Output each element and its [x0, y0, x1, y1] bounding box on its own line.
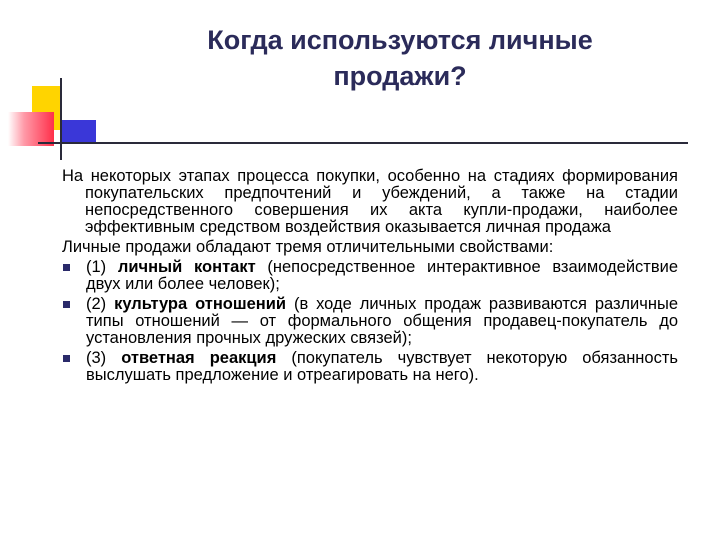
bullet-prefix: (1) [86, 258, 118, 276]
bullet-keyword: личный контакт [117, 258, 256, 276]
lead-paragraph: Личные продажи обладают тремя отличительными свойствами: [62, 238, 554, 256]
slide-title-line-2: продажи? [333, 61, 467, 91]
bullet-item-3 [62, 350, 678, 384]
slide-body [62, 168, 678, 387]
bullet-text [86, 350, 678, 384]
intro-paragraph: На некоторых этапах процесса покупки, особенно на стадиях формирования покупательских предпочтений и убеждений, а также на стадии непосредственного совершения их акта купли-продажи, наиболее эффективным средством воздействия оказывается личная продажа [62, 167, 678, 236]
bullet-item-1 [62, 259, 678, 293]
bullet-text [86, 259, 678, 293]
square-bullet-icon [63, 355, 70, 362]
bullet-keyword: ответная реакция [121, 349, 277, 367]
decor-vertical-line [60, 78, 62, 160]
bullet-description: (непосредственное интерактивное взаимодействие двух или более человек); [86, 258, 679, 293]
slide-title [140, 22, 660, 94]
decor-blue-square [62, 120, 96, 144]
decor-red-gradient-block [8, 112, 54, 146]
slide-title-line-1: Когда используются личные [207, 25, 593, 55]
square-bullet-icon [63, 264, 70, 271]
bullet-prefix: (3) [86, 349, 122, 367]
title-divider-line [38, 142, 688, 144]
bullet-description: (в ходе личных продаж развиваются различные типы отношений — от формального общения продавец-покупатель до установления прочных дружеских связей); [86, 295, 679, 347]
bullet-prefix: (2) [86, 295, 115, 313]
square-bullet-icon [63, 301, 70, 308]
bullet-description: (покупатель чувствует некоторую обязанность выслушать предложение и отреагировать на него). [86, 349, 678, 384]
bullet-text [86, 296, 678, 347]
bullet-keyword: культура отношений [114, 295, 287, 313]
bullet-item-2 [62, 296, 678, 347]
